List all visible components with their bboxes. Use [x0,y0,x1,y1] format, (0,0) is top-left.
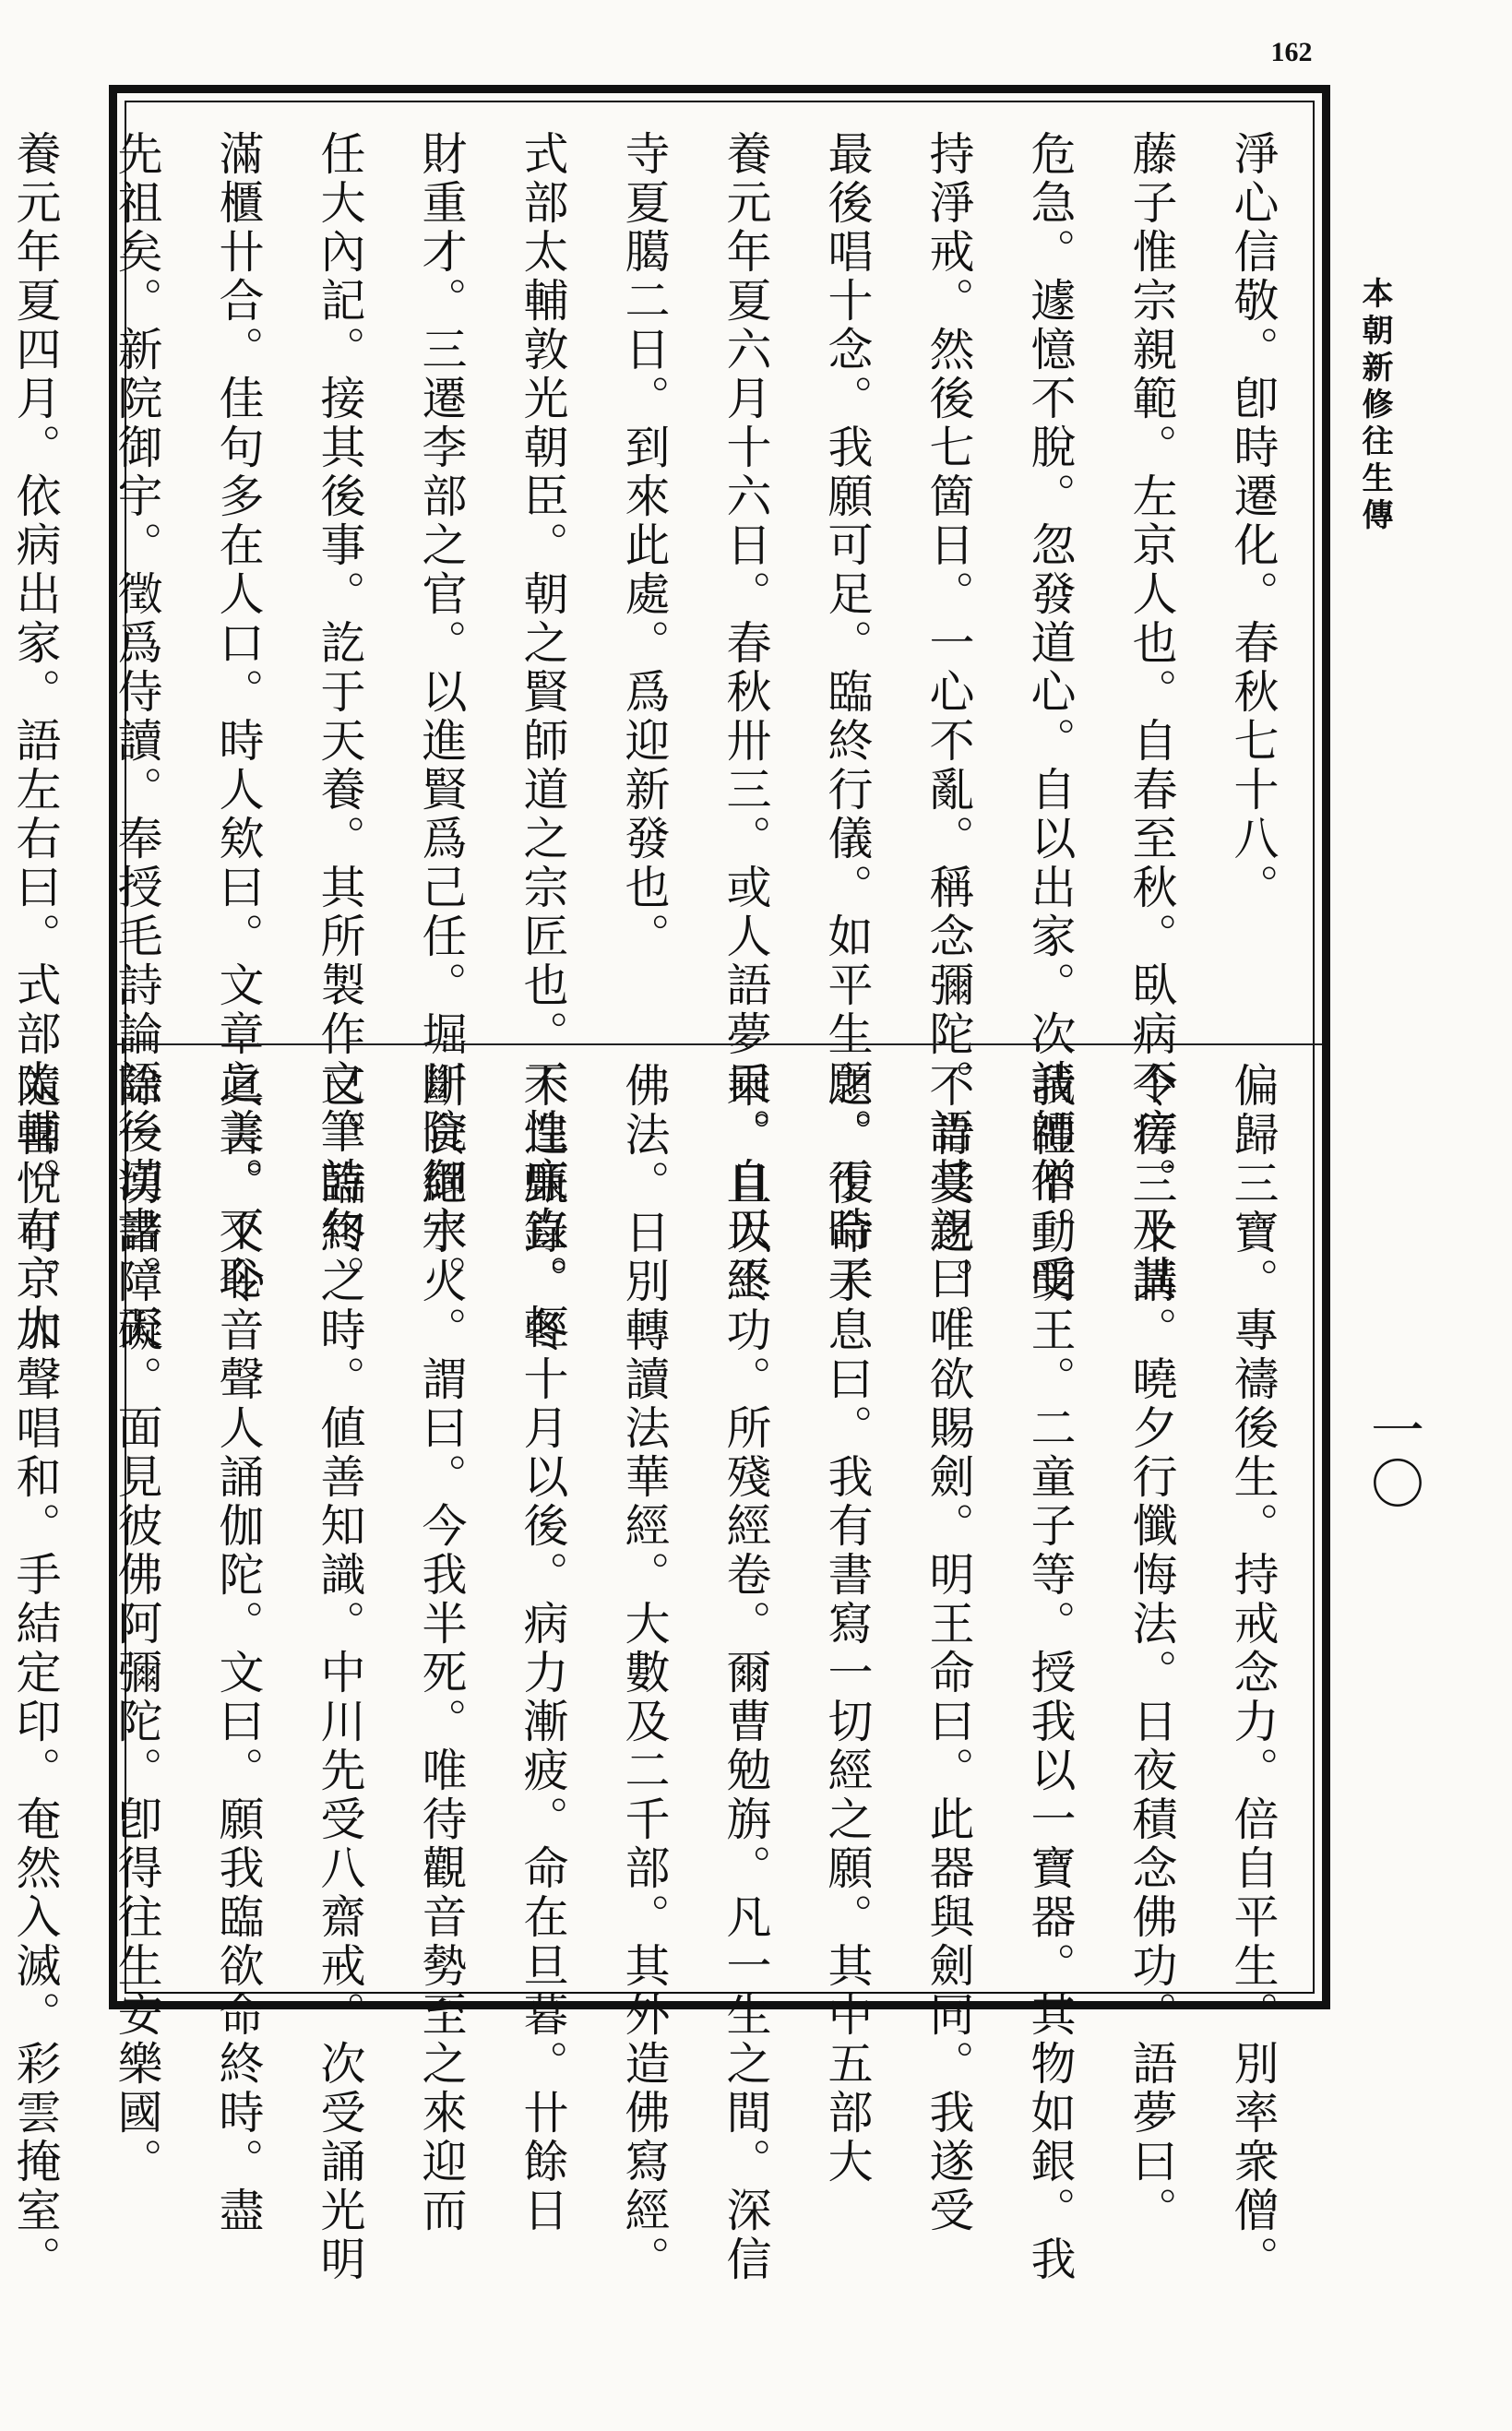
text-column: 養元年夏六月十六日。春秋卅三。或人語夢曰。自天王 [720,130,772,1304]
text-column: 不遑甄錄。冬十月以後。病力漸疲。命在旦暮。卄餘日 [517,1062,569,2235]
text-column: 財重才。三遷李部之官。以進賢爲己任。堀川院御宇。 [415,130,468,1304]
text-column: 佛法。日別轉讀法華經。大數及二千部。其外造佛寫經。 [618,1062,671,2284]
text-column: 任大內記。接其後事。訖于天養。其所製作文筆詩句。 [314,130,366,1304]
middle-divider [117,1043,1322,1045]
text-column: 養元年夏四月。依病出家。語左右曰。式部太輔。右京大 [9,130,62,1353]
text-column: 最後唱十念。我願可足。臨終行儀。如平生願。于時天 [821,130,874,1304]
page-frame [9,85,1330,2284]
text-column: 不肯受之。唯欲賜劍。明王命曰。此器與劍同。我遂受 [923,1062,975,2235]
text-column: 淨心信敬。卽時遷化。春秋七十八。 [1227,130,1280,912]
running-title: 本朝新修往生傳 [1356,277,1393,535]
bottom-text-block [9,1062,1304,2284]
text-column: 式部太輔敦光朝臣。朝之賢師道之宗匠也。天性廉直。輕 [517,130,569,1353]
text-column: 令行三十講。曉夕行懺悔法。日夜積念佛功。語夢曰。 [1125,1062,1178,2235]
text-column: 我禮不動明王。二童子等。授我以一寶器。其物如銀。我 [1024,1062,1077,2284]
text-column: 持淨戒。然後七箇日。一心不亂。稱念彌陀。語其親曰。 [923,130,975,1353]
text-column: 乘。且以終功。所殘經卷。爾曹勉旃。凡一生之間。深信 [720,1062,772,2284]
text-column: 危急。遽憶不脫。忽發道心。自以出家。次請師僧。受 [1024,130,1077,1304]
text-column: 偏歸三寶。專禱後生。持戒念力。倍自平生。別率衆僧。 [1227,1062,1280,2284]
top-text-block [9,130,1304,1353]
text-column: 斷食絕水火。謂曰。今我半死。唯待觀音勢至之來迎而 [415,1062,468,2235]
text-column: 滿櫃卄合。佳句多在人口。時人欸曰。文章之美。不恥 [212,130,265,1304]
text-column: 除一切諸障礙。面見彼佛阿彌陀。卽得往生安樂國。 [111,1062,163,2187]
text-column: 之。復命子息曰。我有書寫一切經之願。其中五部大 [821,1062,874,2187]
text-column: 隨喜悅可。加聲唱和。手結定印。奄然入滅。彩雲掩室。 [9,1062,62,2284]
text-column: 寺夏臈二日。到來此處。爲迎新發也。 [618,130,671,961]
folio-number: 一〇 [1362,1402,1424,1509]
text-column: 藤子惟宗親範。左京人也。自春至秋。臥病不瘥。及其 [1125,130,1178,1304]
text-column: 先祖矣。新院御宇。徵爲侍讀。奉授毛詩論語後漢書。天 [111,130,163,1353]
text-column: 眞言。又令音聲人誦伽陀。文曰。願我臨欲命終時。盡 [212,1062,265,2235]
page-number: 162 [1270,37,1313,67]
text-column: 已。臨終之時。値善知識。中川先受八齋戒。次受誦光明 [314,1062,366,2284]
